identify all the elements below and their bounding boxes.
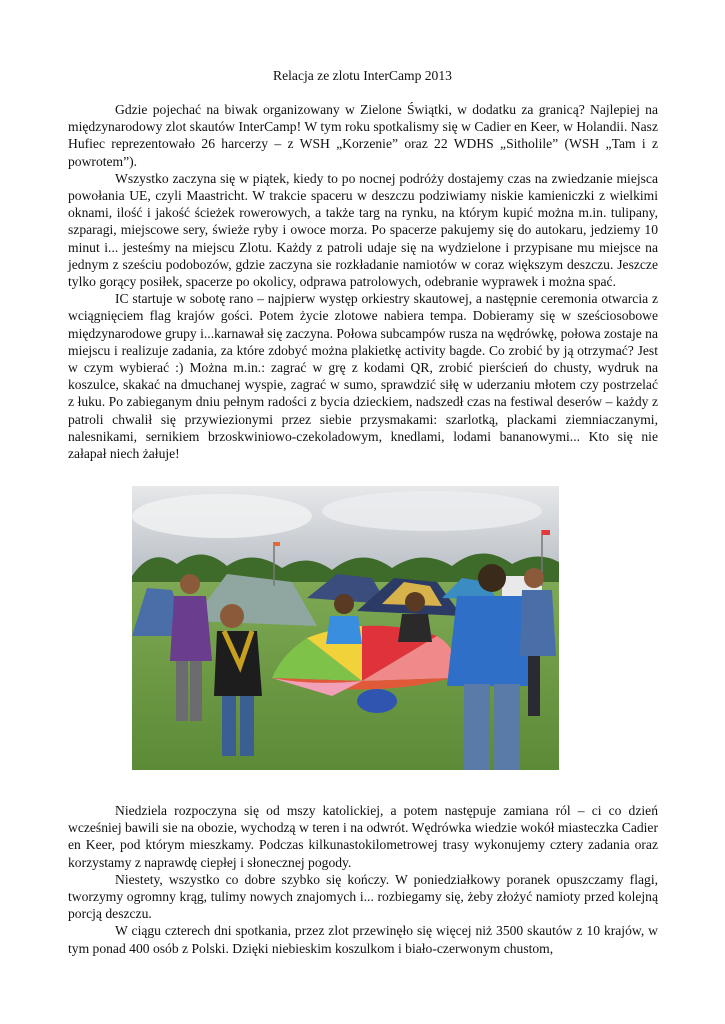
paragraph: Gdzie pojechać na biwak organizowany w Zielone Świątki, w dodatku za granicą? Najlepiej na międzynarodowy zlot skautów InterCamp! W tym roku spotkalismy się w Cadier en Keer, w Holandii. Nasz Hufiec reprezentowało 26 harcerzy – z WSH „Korzenie” oraz 22 WDHS „Sitholile” (WSH „Tam i z powrotem”).	[68, 102, 658, 169]
text-block-bottom	[68, 802, 658, 957]
scout-camp-photo	[132, 486, 559, 770]
paragraph: Niestety, wszystko co dobre szybko się kończy. W poniedziałkowy poranek opuszczamy flagi, tworzymy ogromny krąg, tulimy nowych znajomych i... rozbiegamy się, żeby złożyć namioty przed kolejną porcją deszczu.	[68, 871, 658, 922]
text-block-top	[68, 101, 658, 462]
flag	[274, 542, 280, 546]
parachute-game-illustration	[132, 486, 559, 770]
crouching-child	[357, 689, 397, 713]
paragraph: IC startuje w sobotę rano – najpierw występ orkiestry skautowej, a następnie ceremonia otwarcia z wciągnięciem flag krajów gości. Potem życie zlotowe nabiera tempa. Dobieramy się w sześciosobowe międzynarodowe grupy i...karnawał się zaczyna. Połowa subcampów rusza na wędrówkę, połowa zostaje na miejscu i realizuje zadania, za które zdobyć można plakietkę activity bagde. Co zrobić by ją otrzymać? Jest w czym wybierać :) Można m.in.: zagrać w grę z kodami QR, zrobić pierścień do chusty, wydruk na koszulce, skakać na dmuchanej wyspie, zagrać w sumo, sprawdzić siłę w uderzaniu młotem czy postrzelać z łuku. Po zabieganym dniu pełnym radości z bycia dzieckiem, nadszedł czas na festiwal deserów – każdy z patroli chwalił się przywiezionymi przez siebie przysmakami: szarlotką, plackami ziemniaczanymi, nalesnikami, sernikiem brzoskwiniowo-czekoladowym, knedlami, lodami bananowymi... Kto się nie załapał niech żałuje!	[68, 291, 658, 462]
paragraph: Wszystko zaczyna się w piątek, kiedy to po nocnej podróży dostajemy czas na zwiedzanie miejsca powołania UE, czyli Maastricht. W trakcie spaceru w deszczu podziwiamy niskie kamieniczki z wielkimi oknami, ilość i jakość ścieżek rowerowych, a także targ na rynku, na którym kupić można m.in. tulipany, szparagi, miejscowe sery, świeże ryby i owoce morza. Po spacerze pakujemy się do autokaru, jedziemy 10 minut i... jesteśmy na miejscu Zlotu. Każdy z patroli udaje się na wydzielone i przypisane mu miejsce na jednym z sześciu podobozów, gdzie zaczyna sie rozkładanie namiotów w coraz większym deszczu. Jeszcze tylko gorący posiłek, spacerze po okolicy, odprawa patrolowych, odebranie wyprawek i można spać.	[68, 170, 658, 290]
paragraph: Niedziela rozpoczyna się od mszy katolickiej, a potem następuje zamiana ról – ci co dzień wcześniej bawili sie na obozie, wychodzą w teren i na odwrót. Wędrówka wiedzie wokół miasteczka Cadier en Keer, pod którym mieszkamy. Podczas kilkunastokilometrowej trasy wykonujemy cztery zadania oraz korzystamy z naprawdę ciepłej i słonecznej pogody.	[68, 803, 658, 870]
document-title: Relacja ze zlotu InterCamp 2013	[273, 68, 452, 83]
flag	[542, 530, 550, 535]
paragraph: W ciągu czterech dni spotkania, przez zlot przewinęło się więcej niż 3500 skautów z 10 krajów, w tym ponad 400 osób z Polski. Dzięki niebieskim koszulkom i biało-czerwonym chustom,	[68, 923, 658, 956]
